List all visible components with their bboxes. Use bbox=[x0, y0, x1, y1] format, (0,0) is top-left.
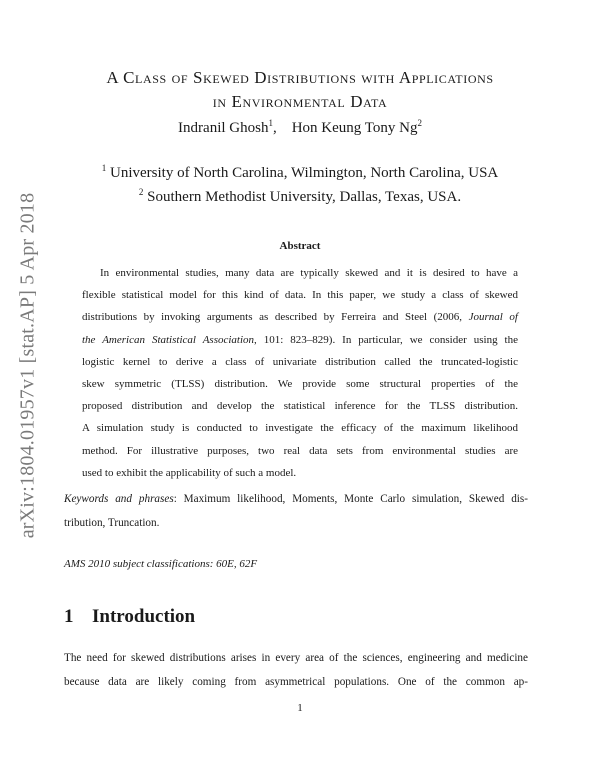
affiliation-2-text: Southern Methodist University, Dallas, Texas, USA. bbox=[147, 189, 462, 205]
keywords-text: : Maximum likelihood, Moments, Monte Carlo simulation, Skewed dis- bbox=[173, 493, 528, 505]
abstract-line: In environmental studies, many data are typically skewed and it is desired to have a bbox=[100, 267, 518, 279]
abstract-text: , 101: 823–829). In particular, we consider using the bbox=[254, 333, 518, 346]
affiliation-1-mark: 1 bbox=[101, 163, 107, 173]
affiliation-1 bbox=[60, 165, 540, 182]
abstract-line: proposed distribution and develop the statistical inference for the TLSS distribution. bbox=[82, 400, 518, 413]
affiliation-2 bbox=[60, 189, 540, 206]
abstract-body bbox=[82, 262, 518, 484]
affiliation-1-text: University of North Carolina, Wilmington, North Carolina, USA bbox=[110, 165, 499, 181]
arxiv-stamp bbox=[14, 190, 42, 540]
author-1-mark: 1 bbox=[268, 118, 273, 128]
abstract-line bbox=[82, 306, 518, 328]
author-1: Indranil Ghosh bbox=[178, 120, 269, 136]
abstract-line: used to exhibit the applicability of such a model. bbox=[82, 466, 297, 479]
keywords-line-2: tribution, Truncation. bbox=[64, 517, 160, 529]
keywords bbox=[64, 487, 528, 535]
intro-line: The need for skewed distributions arises in every area of the sciences, engineering and medicine bbox=[64, 652, 528, 664]
arxiv-id: arXiv:1804.01957v1 [stat.AP] 5 Apr 2018 bbox=[16, 192, 39, 538]
affiliation-2-mark: 2 bbox=[138, 187, 144, 197]
author-2: Hon Keung Tony Ng bbox=[291, 120, 418, 136]
abstract-line: method. For illustrative purposes, two real data sets from environmental studies are bbox=[82, 444, 518, 457]
abstract-line: logistic kernel to derive a class of univariate distribution called the truncated-logistic bbox=[82, 355, 518, 368]
intro-line: because data are likely coming from asymmetrical populations. One of the common ap- bbox=[64, 676, 528, 688]
abstract-line: flexible statistical model for this kind of data. In this paper, we study a class of skewed bbox=[82, 289, 518, 302]
author-separator: , bbox=[272, 120, 277, 136]
abstract-line bbox=[82, 329, 518, 351]
ams-classification: AMS 2010 subject classifications: 60E, 62F bbox=[64, 558, 258, 570]
abstract-text: distributions by invoking arguments as described by Ferreira and Steel (2006, bbox=[82, 311, 469, 324]
title-line-1: A Class of Skewed Distributions with Applications bbox=[106, 68, 494, 87]
paper-title bbox=[60, 66, 540, 114]
abstract-line: skew symmetric (TLSS) distribution. We provide some structural properties of the bbox=[82, 378, 518, 391]
intro-paragraph bbox=[64, 646, 528, 694]
section-title: Introduction bbox=[92, 606, 196, 627]
abstract-heading: Abstract bbox=[279, 240, 321, 252]
author-2-mark: 2 bbox=[417, 118, 422, 128]
page-number: 1 bbox=[297, 702, 303, 714]
journal-name-part-2: the American Statistical Association bbox=[82, 333, 255, 346]
section-number: 1 bbox=[64, 606, 74, 627]
abstract-line: A simulation study is conducted to investigate the efficacy of the maximum likelihood bbox=[82, 422, 518, 435]
section-heading bbox=[64, 606, 195, 628]
title-line-2: in Environmental Data bbox=[212, 92, 388, 111]
keywords-label: Keywords and phrases bbox=[64, 493, 174, 505]
journal-name-part-1: Journal of bbox=[468, 311, 518, 324]
author-list bbox=[60, 120, 540, 137]
keywords-line-1 bbox=[64, 487, 528, 511]
